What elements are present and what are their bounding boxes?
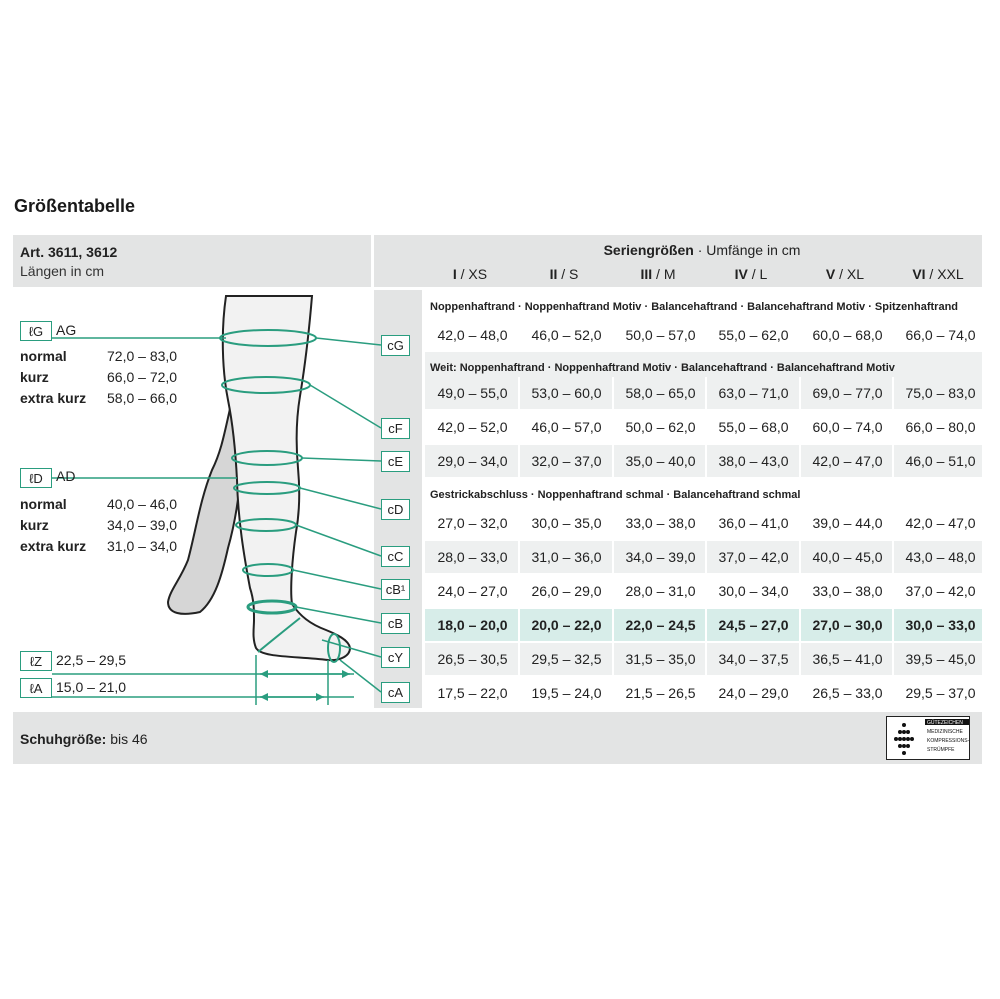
table-cell: 50,0 – 57,0 xyxy=(625,327,696,343)
table-cell: 33,0 – 38,0 xyxy=(625,515,696,531)
table-cell: 37,0 – 42,0 xyxy=(718,549,789,565)
length-word-kurz-ag: kurz xyxy=(20,369,49,385)
size-header-4: IV / L xyxy=(734,266,768,282)
measure-label: cA xyxy=(381,682,410,703)
table-cell: 30,0 – 33,0 xyxy=(905,617,976,633)
seal-text: KOMPRESSIONS- xyxy=(927,738,970,744)
table-cell: 31,0 – 36,0 xyxy=(531,549,602,565)
length-label-ld: ℓD xyxy=(20,468,52,488)
table-cell: 75,0 – 83,0 xyxy=(905,385,976,401)
table-cell: 63,0 – 71,0 xyxy=(718,385,789,401)
table-cell: 28,0 – 31,0 xyxy=(625,583,696,599)
measure-label: cB¹ xyxy=(381,579,410,600)
table-note: Noppenhaftrand · Noppenhaftrand Motiv · Balancehaftrand · Balancehaftrand Motiv · Spitzenhaftrand xyxy=(430,301,959,313)
table-cell: 24,0 – 27,0 xyxy=(437,583,508,599)
length-value-lz: 22,5 – 29,5 xyxy=(56,652,127,668)
table-cell: 28,0 – 33,0 xyxy=(437,549,508,565)
seal-text: STRÜMPFE xyxy=(927,747,955,753)
table-cell: 69,0 – 77,0 xyxy=(812,385,883,401)
length-label-lg: ℓG xyxy=(20,321,52,341)
length-unit: Längen in cm xyxy=(20,263,105,279)
table-cell: 66,0 – 74,0 xyxy=(905,327,976,343)
quality-seal-logo xyxy=(886,716,970,760)
measure-label: cG xyxy=(381,335,410,356)
length-value-extra-kurz-ag: 58,0 – 66,0 xyxy=(107,390,178,406)
measure-label: cF xyxy=(381,418,410,439)
table-cell: 46,0 – 52,0 xyxy=(531,327,602,343)
table-cell: 34,0 – 39,0 xyxy=(625,549,696,565)
table-cell: 34,0 – 37,5 xyxy=(718,651,789,667)
measure-label: cY xyxy=(381,647,410,668)
length-name-ad: AD xyxy=(56,468,76,484)
table-cell: 22,0 – 24,5 xyxy=(625,617,696,633)
length-word-extra-kurz-ad: extra kurz xyxy=(20,538,87,554)
length-word-extra-kurz-ag: extra kurz xyxy=(20,390,87,406)
length-word-normal-ag: normal xyxy=(20,348,67,364)
seal-text: MEDIZINISCHE xyxy=(927,729,963,735)
table-cell: 26,5 – 33,0 xyxy=(812,684,883,701)
table-cell: 26,0 – 29,0 xyxy=(531,583,602,599)
size-header-5: V / XL xyxy=(825,266,865,282)
table-cell: 43,0 – 48,0 xyxy=(905,549,976,565)
length-word-kurz-ad: kurz xyxy=(20,517,49,533)
measure-label: cD xyxy=(381,499,410,520)
table-cell: 33,0 – 38,0 xyxy=(812,583,883,599)
length-label-la: ℓA xyxy=(20,678,52,698)
seal-dots-icon xyxy=(887,717,971,761)
length-value-kurz-ad: 34,0 – 39,0 xyxy=(107,517,178,533)
table-cell: 37,0 – 42,0 xyxy=(905,583,976,599)
table-cell: 38,0 – 43,0 xyxy=(718,453,789,469)
length-value-kurz-ag: 66,0 – 72,0 xyxy=(107,369,178,385)
table-cell: 24,5 – 27,0 xyxy=(718,617,789,633)
table-cell: 39,5 – 45,0 xyxy=(905,651,976,667)
table-cell: 36,0 – 41,0 xyxy=(718,515,789,531)
table-cell: 53,0 – 60,0 xyxy=(531,385,602,401)
measure-label: cE xyxy=(381,451,410,472)
page-title: Größentabelle xyxy=(14,196,136,216)
table-cell: 24,0 – 29,0 xyxy=(718,684,789,701)
table-cell: 42,0 – 48,0 xyxy=(437,327,508,343)
table-cell: 17,5 – 22,0 xyxy=(437,684,508,701)
table-note: Gestrickabschluss · Noppenhaftrand schmal · Balancehaftrand schmal xyxy=(430,489,801,501)
table-cell: 55,0 – 62,0 xyxy=(718,327,789,343)
table-cell: 42,0 – 47,0 xyxy=(905,515,976,531)
table-cell: 29,5 – 32,5 xyxy=(531,651,602,667)
table-cell: 39,0 – 44,0 xyxy=(812,515,883,531)
table-cell: 35,0 – 40,0 xyxy=(625,453,696,469)
table-cell: 27,0 – 30,0 xyxy=(812,617,883,633)
table-cell: 30,0 – 35,0 xyxy=(531,515,602,531)
table-note: Weit: Noppenhaftrand · Noppenhaftrand Motiv · Balancehaftrand · Balancehaftrand Motiv xyxy=(430,362,895,374)
table-cell: 27,0 – 32,0 xyxy=(437,515,508,531)
size-header-6: VI / XXL xyxy=(912,266,964,282)
size-header-1: I / XS xyxy=(452,266,488,282)
table-cell: 29,5 – 37,0 xyxy=(905,684,976,701)
table-cell: 60,0 – 74,0 xyxy=(812,419,883,435)
table-cell: 19,5 – 24,0 xyxy=(531,684,602,701)
length-value-normal-ag: 72,0 – 83,0 xyxy=(107,348,178,364)
table-cell: 46,0 – 51,0 xyxy=(905,453,976,469)
table-cell: 46,0 – 57,0 xyxy=(531,419,602,435)
table-cell: 21,5 – 26,5 xyxy=(625,684,696,701)
table-cell: 49,0 – 55,0 xyxy=(437,385,508,401)
table-cell: 60,0 – 68,0 xyxy=(812,327,883,343)
table-cell: 40,0 – 45,0 xyxy=(812,549,883,565)
table-cell: 26,5 – 30,5 xyxy=(437,651,508,667)
table-cell: 18,0 – 20,0 xyxy=(437,617,508,633)
table-cell: 29,0 – 34,0 xyxy=(437,453,508,469)
table-cell: 42,0 – 52,0 xyxy=(437,419,508,435)
article-number: Art. 3611, 3612 xyxy=(20,244,118,260)
table-cell: 55,0 – 68,0 xyxy=(718,419,789,435)
size-header-2: II / S xyxy=(549,266,579,282)
measure-label: cC xyxy=(381,546,410,567)
measure-label: cB xyxy=(381,613,410,634)
table-cell: 31,5 – 35,0 xyxy=(625,651,696,667)
table-cell: 66,0 – 80,0 xyxy=(905,419,976,435)
footer-bar xyxy=(13,712,982,764)
shoe-size: Schuhgröße: bis 46 xyxy=(20,731,148,747)
length-word-normal-ad: normal xyxy=(20,496,67,512)
table-cell: 30,0 – 34,0 xyxy=(718,583,789,599)
table-cell: 58,0 – 65,0 xyxy=(625,385,696,401)
series-heading: Seriengrößen · Umfänge in cm xyxy=(603,242,801,258)
table-cell: 36,5 – 41,0 xyxy=(812,651,883,667)
table-cell: 20,0 – 22,0 xyxy=(531,617,602,633)
table-cell: 42,0 – 47,0 xyxy=(812,453,883,469)
length-label-lz: ℓZ xyxy=(20,651,52,671)
length-name-ag: AG xyxy=(56,322,77,338)
length-value-extra-kurz-ad: 31,0 – 34,0 xyxy=(107,538,178,554)
seal-text: GÜTEZEICHEN xyxy=(927,720,963,726)
size-header-3: III / M xyxy=(640,266,676,282)
length-value-normal-ad: 40,0 – 46,0 xyxy=(107,496,178,512)
length-value-la: 15,0 – 21,0 xyxy=(56,679,127,695)
table-cell: 32,0 – 37,0 xyxy=(531,453,602,469)
table-cell: 50,0 – 62,0 xyxy=(625,419,696,435)
